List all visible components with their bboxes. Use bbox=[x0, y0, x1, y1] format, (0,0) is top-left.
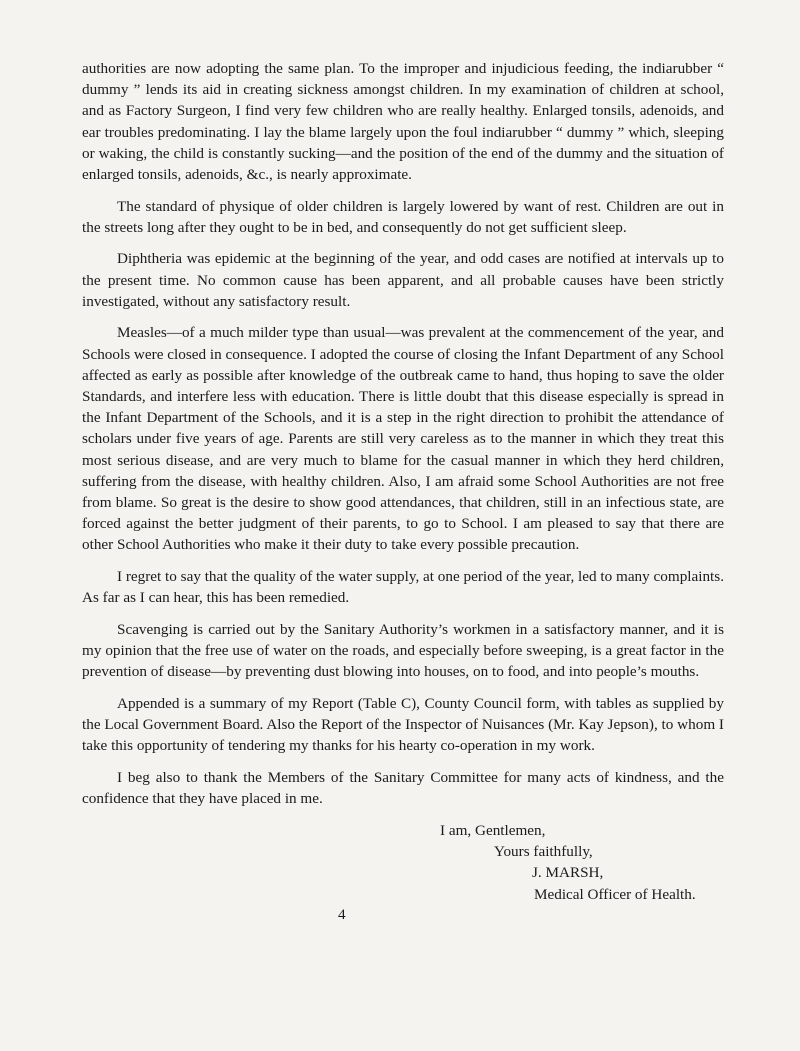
paragraph-physique: The standard of physique of older children is largely lowered by want of rest. Children are out in the streets long after they ought to be in bed, and consequently do not get sufficient sleep. bbox=[82, 197, 724, 236]
paragraph-measles: Measles—of a much milder type than usual—was prevalent at the commencement of the year, and Schools were closed in consequence. I adopted the course of closing the Infant Department of any School affected as early as possible after knowledge of the outbreak came to hand, thus hoping to save the older Standards, and interfere less with education. There is little doubt that this disease especially is spread in the Infant Department of the Schools, and it is a step in the right direction to prohibit the attendance of scholars under five years of age. Parents are still very careless as to the manner in which they treat this most serious disease, and are very much to blame for the casual manner in which they herd children, suffering from the disease, with healthy children. Also, I am afraid some School Authorities are not free from blame. So great is the desire to show good attendances, that children, still in an infectious state, are forced against the better judgment of their parents, to go to School. I am pleased to say that there are other School Authorities who make it their duty to take every possible precaution. bbox=[82, 324, 724, 554]
paragraph-thanks: I beg also to thank the Members of the Sanitary Committee for many acts of kindness, and the confidence that they have placed in me. bbox=[82, 768, 724, 808]
paragraph-scavenging: Scavenging is carried out by the Sanitary Authority’s workmen in a satisfactory manner, and it is my opinion that the free use of water on the roads, and especially before sweeping, is a great factor in the prevention of disease—by preventing dust blowing into houses, on to food, and into people’s mouths. bbox=[82, 620, 724, 681]
paragraph-feeding-dummy: authorities are now adopting the same plan. To the improper and injudicious feeding, the indiarubber “ dummy ” lends its aid in creating sickness amongst children. In my examination of children at school, and as Factory Surgeon, I find very few children who are really healthy. Enlarged tonsils, adenoids, and ear troubles predominating. I lay the blame largely upon the foul indiarubber “ dummy ” which, sleeping or waking, the child is constantly sucking—and the position of the end of the dummy and the situation of enlarged tonsils, adenoids, &c., is nearly approximate. bbox=[82, 60, 724, 184]
paragraph-appended-report: Appended is a summary of my Report (Table C), County Council form, with tables as supplied by the Local Government Board. Also the Report of the Inspector of Nuisances (Mr. Kay Jepson), to whom I take this opportunity of tendering my thanks for his hearty co-operation in my work. bbox=[82, 694, 724, 755]
signature-block bbox=[82, 820, 724, 930]
paragraph-diphtheria: Diphtheria was epidemic at the beginning of the year, and odd cases are notified at intervals up to the present time. No common cause has been apparent, and all probable causes have been strictly investigated, without any satisfactory result. bbox=[82, 250, 724, 310]
signatory-name: J. MARSH, bbox=[532, 863, 604, 881]
paragraph-water-supply: I regret to say that the quality of the water supply, at one period of the year, led to many complaints. As far as I can hear, this has been remedied. bbox=[82, 568, 724, 607]
closing: Yours faithfully, bbox=[494, 842, 593, 860]
page-number: 4 bbox=[338, 905, 346, 923]
signatory-title: Medical Officer of Health. bbox=[534, 885, 696, 903]
salutation: I am, Gentlemen, bbox=[440, 821, 546, 839]
